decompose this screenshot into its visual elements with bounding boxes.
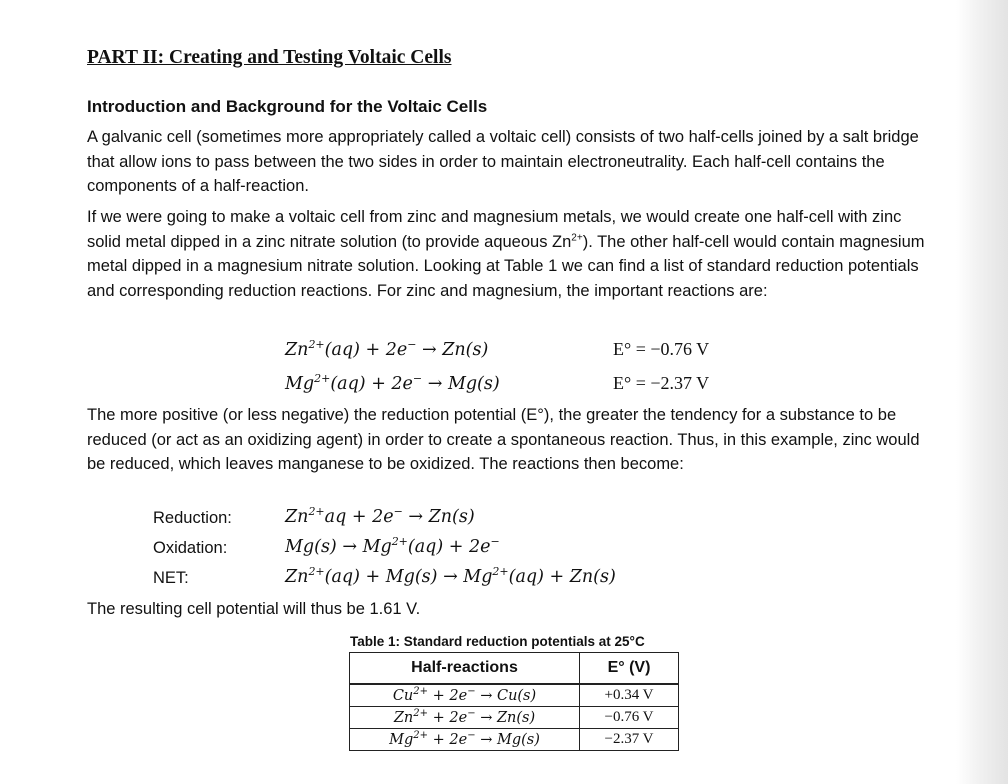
reaction-oxidation: $Mg(s) \to Mg^{2+}(aq) + 2e^-$ (285, 535, 500, 557)
para2-text-before: If we were going to make a voltaic cell from zinc and magnesium metals, we would create one half-cell with zinc solid metal dipped in a zinc nitrate solution (to provide aqueous Zn (87, 208, 902, 251)
label-net: NET: (153, 569, 189, 587)
table-row (350, 684, 679, 707)
intro-heading: Introduction and Background for the Voltaic Cells (87, 97, 488, 116)
potential-value-copper: +0.34 V (580, 684, 679, 707)
paragraph-reduction-potential: The more positive (or less negative) the reduction potential (E°), the greater the tendency for a substance to be reduced (or act as an oxidizing agent) in order to create a spontaneous reaction. Thus, in this example, zinc would be reduced, which leaves manganese to be oxidized. The reactions then become: (87, 406, 920, 473)
page-edge-shadow (956, 0, 1008, 784)
potential-magnesium: E° = −2.37 V (613, 373, 710, 393)
table-header-row (350, 653, 679, 685)
reaction-reduction: $Zn^{2+}aq + 2e^- \to Zn(s)$ (285, 505, 475, 527)
para2-charge: 2+ (571, 232, 583, 243)
table-caption: Table 1: Standard reduction potentials at 25°C (350, 634, 645, 649)
paragraph-cell-potential: The resulting cell potential will thus be 1.61 V. (87, 600, 421, 618)
reaction-net: $Zn^{2+}(aq) + Mg(s) \to Mg^{2+}(aq) + Zn(s)$ (285, 565, 616, 587)
potential-value-zinc: −0.76 V (580, 707, 679, 729)
paragraph-galvanic-cell: A galvanic cell (sometimes more appropriately called a voltaic cell) consists of two half-cells joined by a salt bridge that allow ions to pass between the two sides in order to maintain electroneutrality. Each half-cell contains the components of a half-reaction. (87, 128, 919, 195)
potential-zinc: E° = −0.76 V (613, 339, 710, 359)
half-reaction-zinc: $Zn^{2+} + 2e^- \to Zn(s)$ (350, 707, 580, 729)
reaction-magnesium: $Mg^{2+}(aq) + 2e^- \to Mg(s)$ (285, 372, 500, 394)
table-row (350, 729, 679, 751)
reduction-potentials-table (349, 652, 679, 751)
paragraph-zinc-magnesium (87, 205, 932, 303)
table-row (350, 707, 679, 729)
half-reaction-copper: $Cu^{2+} + 2e^- \to Cu(s)$ (350, 684, 580, 707)
half-reaction-magnesium: $Mg^{2+} + 2e^- \to Mg(s)$ (350, 729, 580, 751)
potential-value-magnesium: −2.37 V (580, 729, 679, 751)
label-oxidation: Oxidation: (153, 539, 228, 557)
label-reduction: Reduction: (153, 509, 232, 527)
para2-text-after: ). The other half-cell would contain magnesium metal dipped in a magnesium nitrate solution. Looking at Table 1 we can find a list of standard reduction potentials and corresponding reduction reactions. For zinc and magnesium, the important reactions are: (87, 232, 925, 300)
part-title: PART II: Creating and Testing Voltaic Cells (87, 47, 452, 68)
header-half-reactions: Half-reactions (350, 653, 580, 685)
reaction-zinc: $Zn^{2+}(aq) + 2e^- \to Zn(s)$ (285, 338, 489, 360)
header-potential: E° (V) (580, 653, 679, 685)
